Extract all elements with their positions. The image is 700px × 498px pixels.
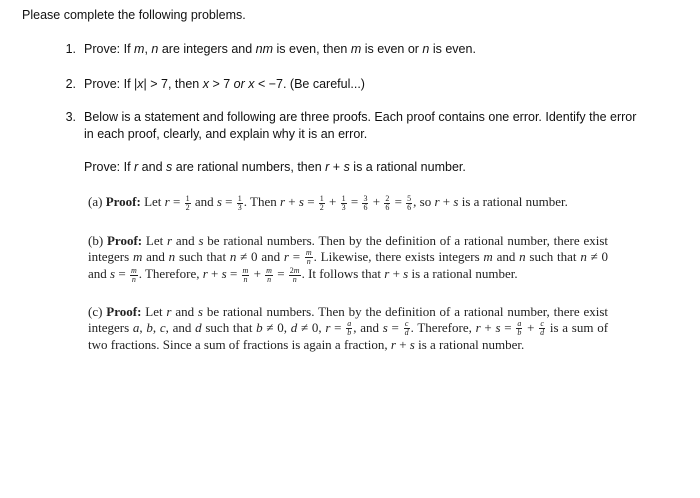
proof-a: (a) Proof: Let r = $\frac{1}{2}$ and s = $\frac{1}{3}$ . Then r + s = $\frac{1}{2}$ + $\frac{1}{3}$ = $\frac{3}{6}$ + $\frac{2}{6}$ = $\frac{5}{6}$ , so r + s is a rational number. — [88, 193, 568, 212]
statement-text: Prove: If r and s are rational numbers, then r + s is a rational number. — [84, 160, 466, 174]
proof-c-label: (c) — [88, 304, 103, 319]
problem-3-text: Below is a statement and following are three proofs. Each proof contains one error. Identify the error in each proof, clearly, and explain why it is an error. — [84, 110, 637, 141]
intro-text: Please complete the following problems. — [22, 8, 246, 22]
proof-c-bold: Proof: — [106, 304, 142, 319]
proof-c: (c) Proof: Let r and s be rational numbers. Then by the definition of a rational number, there exist integers a, b, c, and d such that b ≠ 0, d ≠ 0, r = $\frac{a}{b}$ , and s = $\frac{c}{d}$ . Therefore, r + s = $\frac{a}{b}$ + $\frac{c}{d}$ is a sum of two fractions. Since a sum of fractions is again a fraction, r + s is a rational number. — [88, 304, 609, 353]
proof-a-bold: Proof: — [105, 194, 141, 209]
problem-3-number: 3. — [65, 110, 76, 124]
proof-a-label: (a) — [88, 194, 103, 209]
proof-b: (b) Proof: Let r and s be rational numbers. Then by the definition of a rational number, there exist integers m and n such that n ≠ 0 and r = $\frac{m}{n}$ . Likewise, there exists integers m and n such that n ≠ 0 and s = $\frac{m}{n}$ . Therefore, r + s = $\frac{m}{n}$ + $\frac{m}{n}$ = $\frac{2m}{n}$ . It follows that r + s is a rational number. — [88, 233, 609, 284]
problem-2-text: Prove: If |x| > 7, then x > 7 or x < −7. (Be careful...) — [84, 77, 365, 91]
proof-b-bold: Proof: — [106, 233, 143, 248]
problem-2-number: 2. — [65, 77, 76, 91]
proof-b-label: (b) — [88, 233, 104, 248]
problem-1-text: Prove: If m, n are integers and nm is even, then m is even or n is even. — [84, 42, 476, 56]
problem-1-number: 1. — [65, 42, 76, 56]
